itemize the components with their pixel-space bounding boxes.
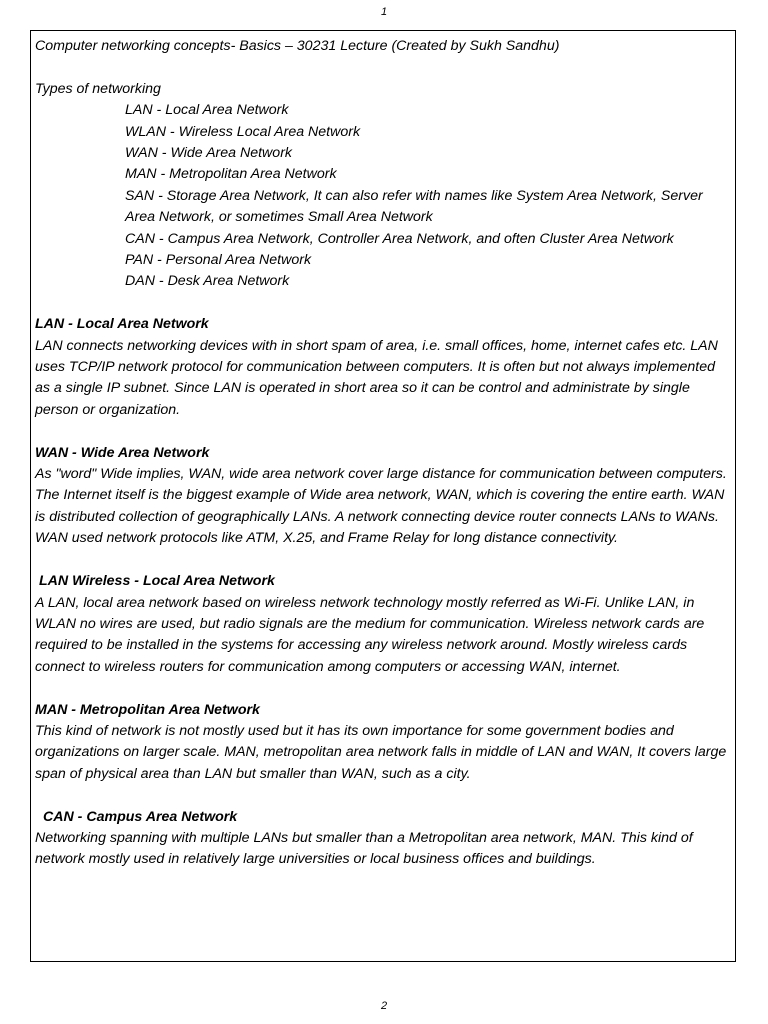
page-number-top: 1 [380, 6, 388, 18]
document-title: Computer networking concepts- Basics – 30231 Lecture (Created by Sukh Sandhu) [35, 38, 560, 54]
spacer [35, 550, 731, 571]
type-item-wlan: WLAN - Wireless Local Area Network [125, 123, 361, 140]
section-heading-wan: WAN - Wide Area Network [35, 444, 210, 461]
spacer [35, 785, 731, 806]
spacer [35, 421, 731, 442]
section-heading-wlan: LAN Wireless - Local Area Network [39, 573, 275, 590]
spacer [35, 57, 731, 78]
section-body-can: Networking spanning with multiple LANs but smaller than a Metropolitan area network, MAN. This kind of network mostly used in relatively large universities or local business offices and buildings. [35, 829, 693, 868]
type-item-lan: LAN - Local Area Network [125, 102, 289, 119]
type-item-dan: DAN - Desk Area Network [125, 273, 290, 290]
type-item-can: CAN - Campus Area Network, Controller Area Network, and often Cluster Area Network [125, 230, 674, 247]
type-item-wan: WAN - Wide Area Network [125, 145, 293, 162]
section-heading-man: MAN - Metropolitan Area Network [35, 701, 260, 718]
section-heading-can: CAN - Campus Area Network [43, 808, 238, 825]
type-item-san: SAN - Storage Area Network, It can also refer with names like System Area Network, Server Area Network, or sometimes Small Area Network [125, 187, 703, 226]
section-body-wan: As "word" Wide implies, WAN, wide area network cover large distance for communication between computers. The Internet itself is the biggest example of Wide area network, WAN, which is covering the entire earth. WAN is distributed collection of geographically LANs. A network connecting device router connects LANs to WANs. WAN used network protocols like ATM, X.25, and Frame Relay for long distance connectivity. [35, 466, 727, 547]
type-item-man: MAN - Metropolitan Area Network [125, 166, 337, 183]
document-body [35, 36, 731, 871]
spacer [35, 293, 731, 314]
types-heading: Types of networking [35, 80, 161, 97]
section-body-man: This kind of network is not mostly used but it has its own importance for some government bodies and organizations on larger scale. MAN, metropolitan area network falls in middle of LAN and WAN, It covers large span of physical area than LAN but smaller than WAN, such as a city. [35, 722, 727, 782]
section-body-lan: LAN connects networking devices with in short spam of area, i.e. small offices, home, internet cafes etc. LAN uses TCP/IP network protocol for communication between computers. It is often but not always implemented as a single IP subnet. Since LAN is operated in short area so it can be control and administrate by single person or organization. [35, 337, 718, 418]
spacer [35, 678, 731, 699]
section-body-wlan: A LAN, local area network based on wireless network technology mostly referred as Wi-Fi. Unlike LAN, in WLAN no wires are used, but radio signals are the medium for communication. Wireless network cards are required to be installed in the systems for accessing any wireless network around. Mostly wireless cards connect to wireless routers for communication among computers or accessing WAN, internet. [35, 594, 705, 675]
document-frame [30, 30, 736, 962]
type-item-pan: PAN - Personal Area Network [125, 252, 312, 269]
page-number-bottom: 2 [380, 1000, 388, 1012]
section-heading-lan: LAN - Local Area Network [35, 316, 209, 333]
